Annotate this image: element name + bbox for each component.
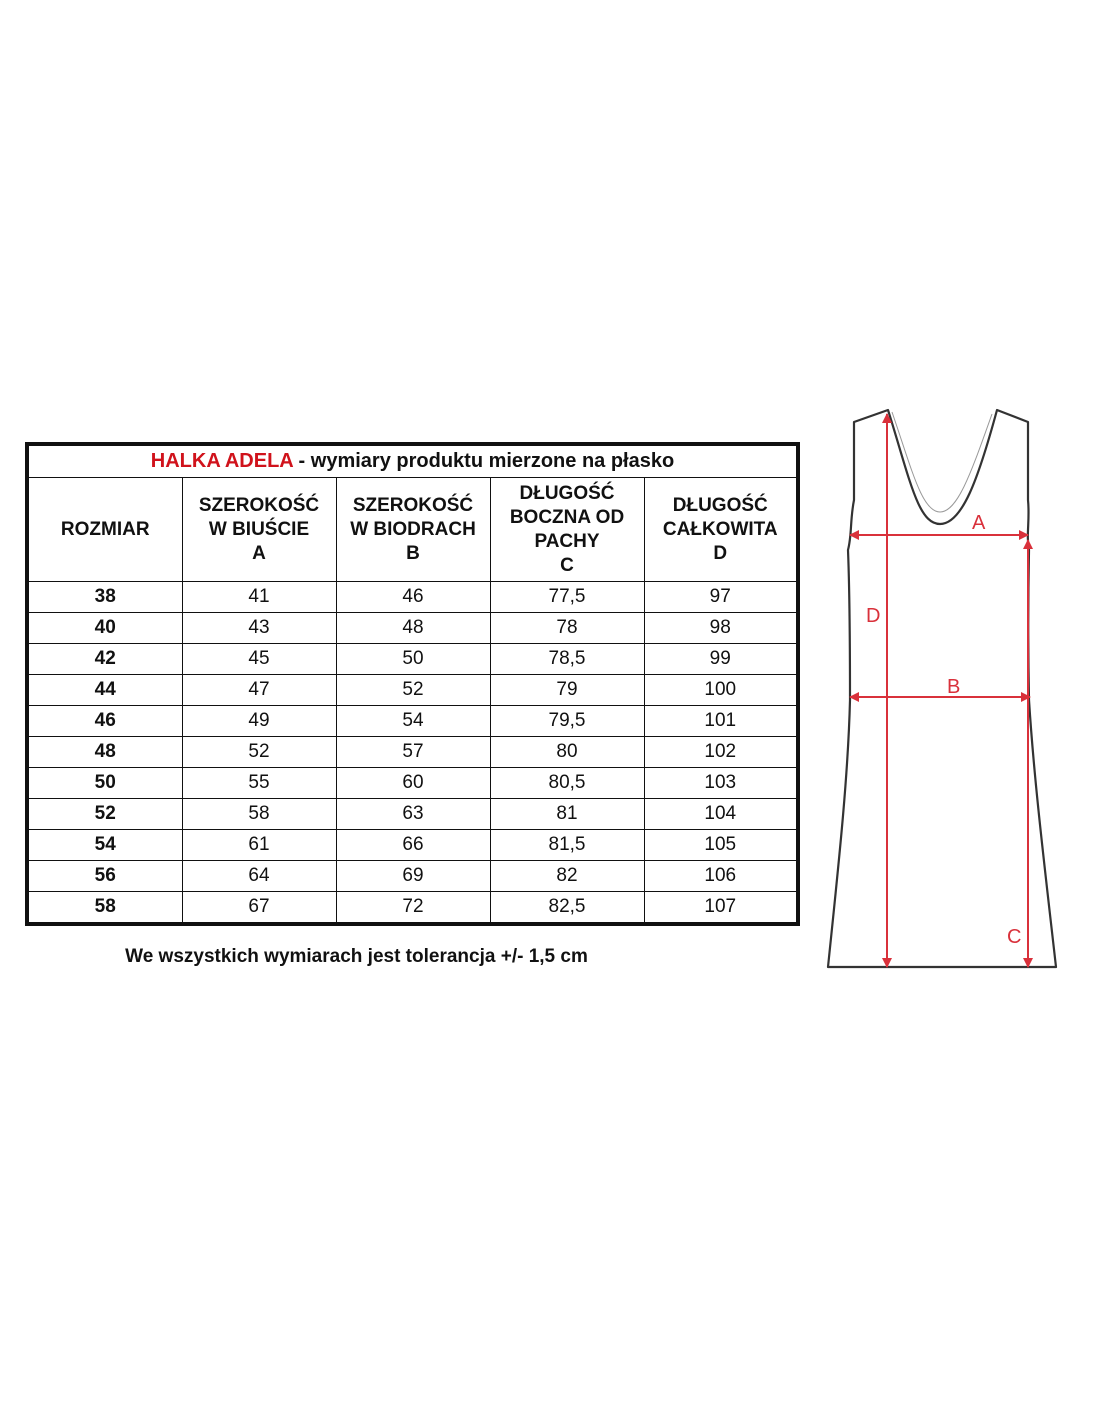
column-header: [644, 478, 798, 582]
measurement-cell: 41: [182, 582, 336, 613]
column-header: [490, 478, 644, 582]
table-row: [27, 706, 798, 737]
column-header-line: A: [252, 542, 266, 564]
measurement-cell: 79: [490, 675, 644, 706]
measurement-cell: 57: [336, 737, 490, 768]
column-header-line: W BIUŚCIE: [208, 518, 310, 540]
column-header-line: SZEROKOŚĆ: [198, 494, 320, 516]
measurement-cell: 79,5: [490, 706, 644, 737]
size-table: [25, 442, 800, 926]
measurement-cell: 77,5: [490, 582, 644, 613]
column-header-line: D: [713, 542, 728, 564]
measurement-cell: 102: [644, 737, 798, 768]
measurement-cell: 45: [182, 644, 336, 675]
measurement-cell: 52: [182, 737, 336, 768]
measurement-cell: 49: [182, 706, 336, 737]
measurement-cell: 98: [644, 613, 798, 644]
column-header-line: CAŁKOWITA: [662, 518, 778, 540]
column-header: [336, 478, 490, 582]
measurement-cell: 64: [182, 861, 336, 892]
column-header-line: BOCZNA OD: [509, 506, 625, 528]
tolerance-note: We wszystkich wymiarach jest tolerancja +/- 1,5 cm: [125, 946, 588, 967]
table-row: [27, 644, 798, 675]
size-cell: 54: [27, 830, 182, 861]
table-row: [27, 613, 798, 644]
measurement-cell: 82,5: [490, 892, 644, 925]
size-cell: 56: [27, 861, 182, 892]
label-c: C: [1007, 926, 1022, 948]
measurement-arrows: [850, 414, 1030, 967]
measurement-cell: 55: [182, 768, 336, 799]
measurement-cell: 97: [644, 582, 798, 613]
measurement-cell: 99: [644, 644, 798, 675]
measurement-cell: 43: [182, 613, 336, 644]
measurement-cell: 81: [490, 799, 644, 830]
measurement-cell: 58: [182, 799, 336, 830]
measurement-cell: 67: [182, 892, 336, 925]
column-header-line: B: [406, 542, 420, 564]
column-header: [27, 478, 182, 582]
column-header: [182, 478, 336, 582]
measurement-cell: 72: [336, 892, 490, 925]
measurement-cell: 82: [490, 861, 644, 892]
table-header-row: [27, 478, 798, 582]
table-row: [27, 737, 798, 768]
measurement-cell: 80: [490, 737, 644, 768]
measurement-cell: 69: [336, 861, 490, 892]
column-header-line: DŁUGOŚĆ: [672, 494, 768, 516]
measurement-cell: 47: [182, 675, 336, 706]
table-row: [27, 582, 798, 613]
table-title-row: [27, 444, 798, 478]
column-header-line: ROZMIAR: [60, 518, 150, 540]
dress-outline: [828, 410, 1056, 967]
column-header-line: DŁUGOŚĆ: [519, 482, 615, 504]
size-cell: 46: [27, 706, 182, 737]
measurement-cell: 78,5: [490, 644, 644, 675]
measurement-cell: 60: [336, 768, 490, 799]
size-cell: 40: [27, 613, 182, 644]
measurement-cell: 48: [336, 613, 490, 644]
size-cell: 58: [27, 892, 182, 925]
dress-outline-inner: [892, 412, 992, 512]
table-row: [27, 799, 798, 830]
measurement-cell: 46: [336, 582, 490, 613]
measurement-cell: 54: [336, 706, 490, 737]
measurement-cell: 106: [644, 861, 798, 892]
table-row: [27, 768, 798, 799]
size-cell: 42: [27, 644, 182, 675]
column-header-line: W BIODRACH: [350, 518, 476, 540]
column-header-line: C: [560, 554, 574, 576]
measurement-cell: 66: [336, 830, 490, 861]
slip-diagram: [820, 400, 1070, 980]
table-body: [27, 582, 798, 925]
label-a: A: [972, 512, 986, 534]
table-title: [27, 444, 798, 478]
label-d: D: [866, 605, 881, 627]
measurement-cell: 80,5: [490, 768, 644, 799]
measurement-cell: 50: [336, 644, 490, 675]
size-cell: 50: [27, 768, 182, 799]
measurement-cell: 103: [644, 768, 798, 799]
measurement-cell: 105: [644, 830, 798, 861]
table-row: [27, 675, 798, 706]
label-b: B: [947, 676, 961, 698]
size-cell: 52: [27, 799, 182, 830]
measurement-cell: 61: [182, 830, 336, 861]
size-cell: 44: [27, 675, 182, 706]
table-row: [27, 892, 798, 925]
size-cell: 48: [27, 737, 182, 768]
table-row: [27, 861, 798, 892]
table-row: [27, 830, 798, 861]
product-name: HALKA ADELA: [150, 450, 293, 472]
measurement-cell: 78: [490, 613, 644, 644]
measurement-cell: 52: [336, 675, 490, 706]
measurement-cell: 100: [644, 675, 798, 706]
measurement-cell: 81,5: [490, 830, 644, 861]
size-cell: 38: [27, 582, 182, 613]
measurement-cell: 104: [644, 799, 798, 830]
measurement-cell: 107: [644, 892, 798, 925]
title-description: - wymiary produktu mierzone na płasko: [293, 450, 675, 472]
measurement-cell: 63: [336, 799, 490, 830]
column-header-line: SZEROKOŚĆ: [352, 494, 474, 516]
measurement-cell: 101: [644, 706, 798, 737]
column-header-line: PACHY: [534, 530, 600, 552]
